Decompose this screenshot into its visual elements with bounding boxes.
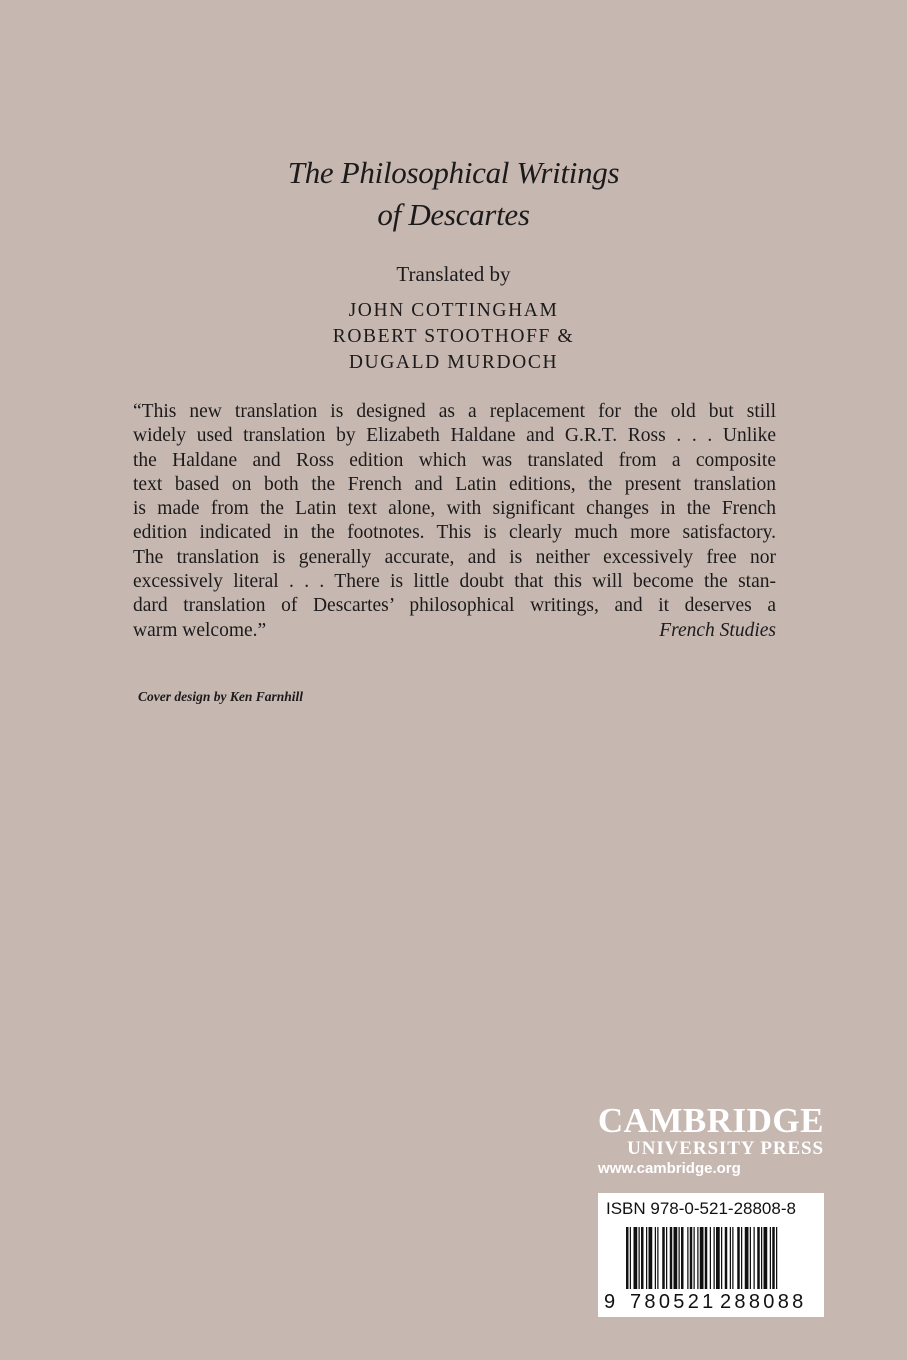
barcode-bar [750, 1227, 751, 1289]
author-name: ROBERT STOOTHOFF & [332, 326, 575, 347]
blurb-line: “This new translation is designed as a replacement for the old but still [133, 401, 776, 422]
barcode-bar [630, 1227, 631, 1289]
barcode-bar [737, 1227, 740, 1289]
blurb-line: dard translation of Descartes’ philosophical writings, and it deserves a [133, 595, 776, 617]
blurb-line: the Haldane and Ross edition which was translated from a composite [133, 449, 776, 471]
barcode-group-1: 780521 [630, 1291, 717, 1313]
review-source: French Studies [659, 619, 776, 641]
barcode-bar [666, 1227, 667, 1289]
isbn-label: ISBN 978-0-521-28808-8 [606, 1199, 796, 1218]
publisher-subname: UNIVERSITY PRESS [627, 1138, 824, 1159]
barcode-bar [626, 1227, 629, 1289]
barcode-bar [670, 1227, 673, 1289]
author-name: DUGALD MURDOCH [348, 352, 559, 373]
barcode-bar [700, 1227, 704, 1289]
barcode-bar [770, 1227, 771, 1289]
barcode-bar [639, 1227, 640, 1289]
barcode-bar [730, 1227, 731, 1289]
blurb-last-line [133, 619, 776, 643]
review-blurb [133, 400, 776, 643]
barcode-bar [694, 1227, 695, 1289]
barcode-digits [602, 1291, 822, 1315]
barcode-bar [757, 1227, 760, 1289]
publisher-url: www.cambridge.org [598, 1160, 741, 1177]
barcode-bar [761, 1227, 762, 1289]
author-list [0, 298, 907, 376]
blurb-line: widely used translation by Elizabeth Haldane and G.R.T. Ross . . . Unlike [133, 425, 776, 447]
barcode-bar [674, 1227, 678, 1289]
barcode-bar [634, 1227, 638, 1289]
barcode-bar [732, 1227, 733, 1289]
barcode-bar [754, 1227, 755, 1289]
publisher-logo [596, 1103, 824, 1179]
blurb-line: is made from the Latin text alone, with significant changes in the French [133, 498, 776, 520]
author-name: JOHN COTTINGHAM [348, 300, 559, 321]
barcode-bar [690, 1227, 693, 1289]
barcode-bar [776, 1227, 777, 1289]
blurb-line: The translation is generally accurate, and is neither excessively free nor [133, 546, 776, 568]
barcode-group-2: 288088 [720, 1291, 807, 1313]
book-title-line-1: The Philosophical Writings [287, 155, 620, 190]
barcode-bar [764, 1227, 768, 1289]
barcode-bar [662, 1227, 665, 1289]
barcode-bar [710, 1227, 711, 1289]
barcode-lead-digit: 9 [604, 1291, 616, 1313]
barcode-bar [687, 1227, 688, 1289]
isbn-barcode [598, 1193, 824, 1317]
blurb-line: excessively literal . . . There is little doubt that this will become the stan- [133, 571, 776, 593]
barcode-bar [741, 1227, 742, 1289]
barcode-bar [655, 1227, 656, 1289]
barcode-bar [641, 1227, 644, 1289]
blurb-line: text based on both the French and Latin editions, the present translation [133, 473, 776, 495]
barcode-bar [697, 1227, 698, 1289]
publisher-name: CAMBRIDGE [597, 1101, 824, 1140]
barcode-bar [646, 1227, 647, 1289]
barcode-bar [714, 1227, 715, 1289]
barcode-bar [716, 1227, 720, 1289]
blurb-closing: warm welcome.” [133, 619, 267, 641]
barcode-bar [657, 1227, 658, 1289]
translated-by-label: Translated by [396, 262, 511, 286]
barcode-bar [721, 1227, 722, 1289]
barcode-bar [679, 1227, 680, 1289]
barcode-bar [649, 1227, 653, 1289]
cover-design-credit: Cover design by Ken Farnhill [138, 689, 304, 704]
barcode-bar [705, 1227, 708, 1289]
barcode-bar [745, 1227, 749, 1289]
barcode-bar [725, 1227, 728, 1289]
barcode-bar [772, 1227, 775, 1289]
book-title [0, 152, 907, 236]
blurb-line: edition indicated in the footnotes. This is clearly much more satisfactory. [133, 522, 776, 544]
barcode-bars [598, 1227, 824, 1297]
barcode-bar [681, 1227, 684, 1289]
book-title-line-2: of Descartes [377, 197, 530, 232]
